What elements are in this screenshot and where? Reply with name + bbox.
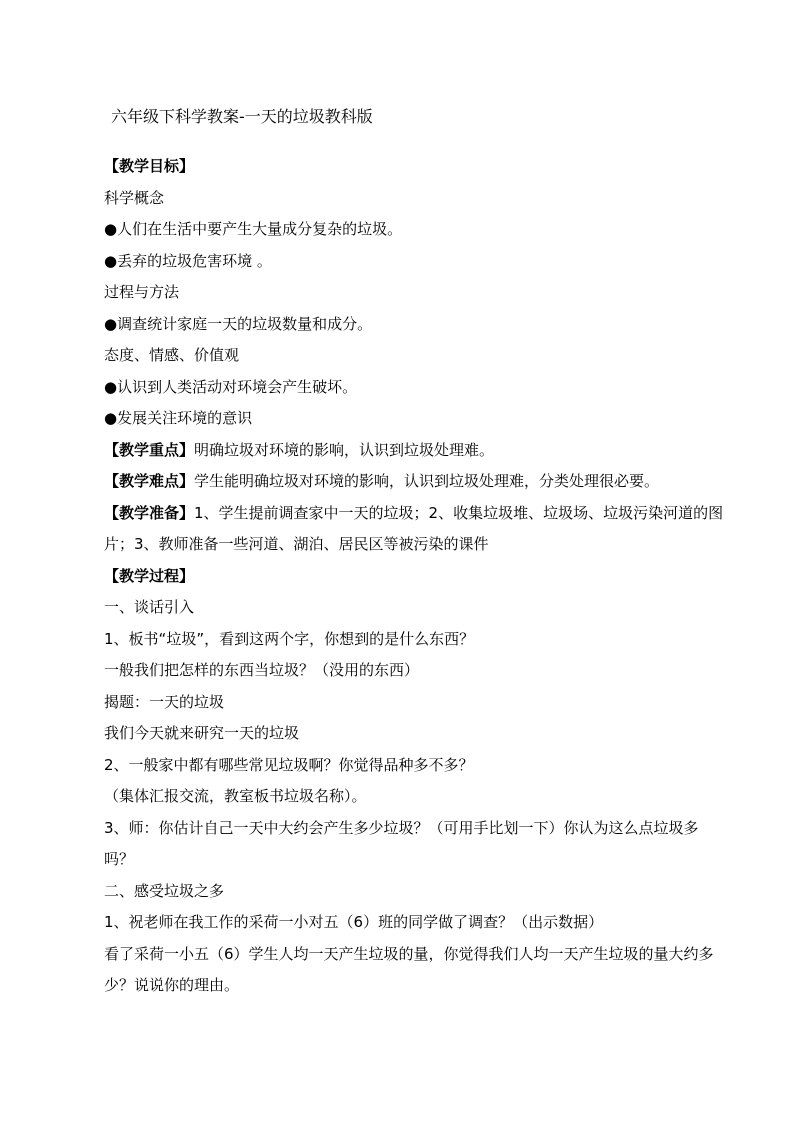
concept-item: ●丢弃的垃圾危害环境 。	[104, 251, 272, 270]
process-method-heading: 过程与方法	[104, 283, 180, 301]
attitude-item: ●发展关注环境的意识	[104, 409, 253, 427]
key-point-paragraph	[104, 439, 726, 471]
section2-paragraph: 看了采荷一小五（6）学生人均一天产生垃圾的量，你觉得我们人均一天产生垃圾的量大约多少？说说你的理由。	[104, 944, 714, 994]
attitude-item: ●认识到人类活动对环境会产生破坏。	[104, 377, 358, 396]
difficulty-label: 【教学难点】	[104, 472, 195, 490]
section1-line: 揭题：一天的垃圾	[104, 692, 225, 711]
section1-line: 一般我们把怎样的东西当垃圾？（没用的东西）	[104, 661, 420, 679]
section1-line: 我们今天就来研究一天的垃圾	[104, 724, 300, 742]
preparation-label: 【教学准备】	[104, 503, 195, 522]
section2-line: 1、祝老师在我工作的采荷一小对五（6）班的同学做了调查？（出示数据）	[104, 913, 604, 931]
preparation-text: 1、学生提前调查家中一天的垃圾；2、收集垃圾堆、垃圾场、垃圾污染河道的图片；3、教师准备一些河道、湖泊、居民区等被污染的课件	[104, 503, 724, 553]
process-method-item: ●调查统计家庭一天的垃圾数量和成分。	[104, 314, 373, 333]
key-point-label: 【教学重点】	[104, 440, 195, 459]
objectives-heading: 【教学目标】	[104, 157, 195, 175]
section1-line: （集体汇报交流，教室板书垃圾名称）。	[104, 787, 367, 805]
section1-question-3: 3、师：你估计自己一天中大约会产生多少垃圾？（可用手比划一下）你认为这么点垃圾多吗？	[104, 818, 699, 868]
process-heading: 【教学过程】	[104, 566, 195, 585]
section1-line: 1、板书“垃圾”，看到这两个字，你想到的是什么东西？	[104, 629, 475, 648]
section1-heading: 一、谈话引入	[104, 598, 195, 616]
key-point-text: 明确垃圾对环境的影响，认识到垃圾处理难。	[194, 440, 495, 459]
preparation-paragraph	[104, 498, 726, 561]
difficulty-text: 学生能明确垃圾对环境的影响，认识到垃圾处理难，分类处理很必要。	[194, 472, 660, 490]
document-title: 六年级下科学教案-一天的垃圾教科版	[111, 107, 373, 126]
section1-line: 2、一般家中都有哪些常见垃圾啊？你觉得品种多不多？	[104, 755, 474, 774]
document-body	[104, 155, 726, 1006]
concept-item: ●人们在生活中要产生大量成分复杂的垃圾。	[104, 220, 403, 238]
section2-heading: 二、感受垃圾之多	[104, 881, 225, 900]
attitude-heading: 态度、情感、价值观	[104, 346, 240, 364]
concept-heading: 科学概念	[104, 188, 165, 207]
